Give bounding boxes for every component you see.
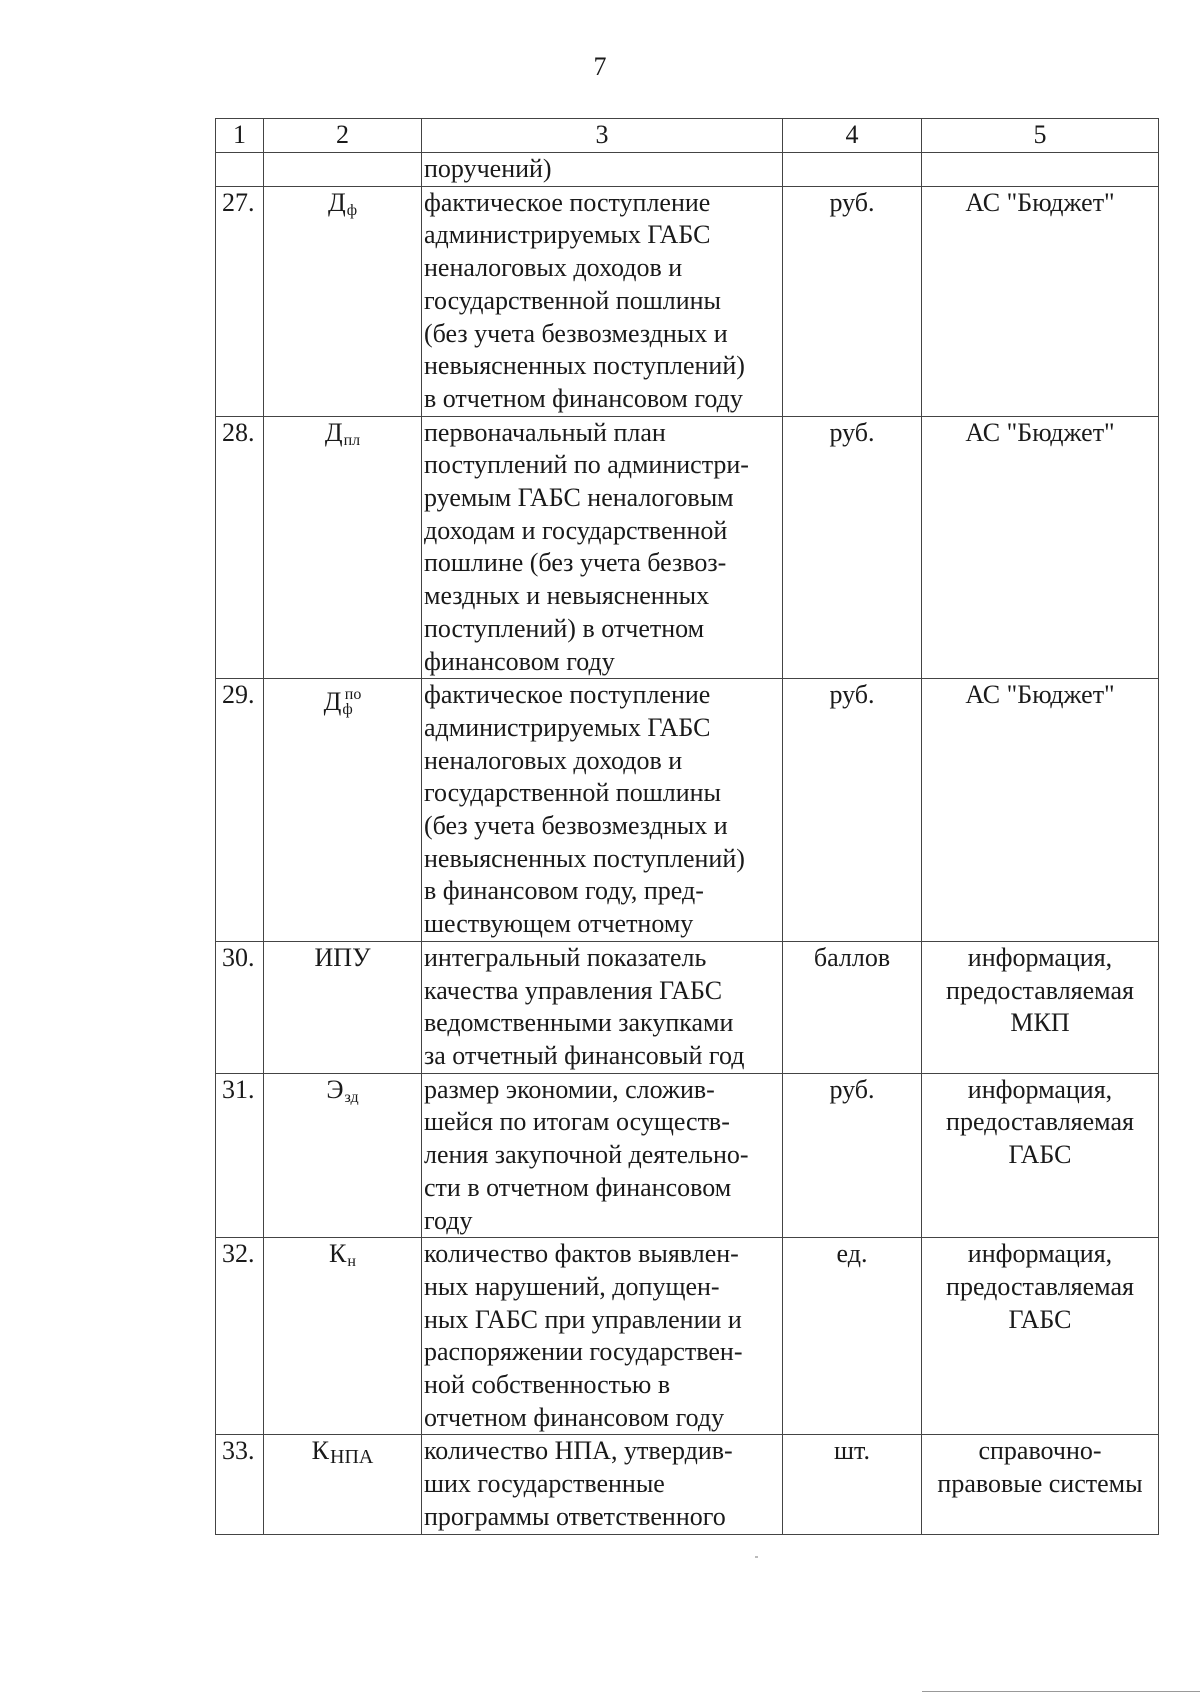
description-line: неналоговых доходов и: [424, 745, 683, 775]
description-line: сти в отчетном финансовом: [424, 1172, 732, 1202]
table-row: [216, 941, 1159, 1073]
source-cell: [922, 679, 1159, 942]
source-line: предоставляемая: [946, 1107, 1134, 1137]
description-line: мездных и невыясненных: [424, 581, 710, 611]
description-line: отчетном финансовом году: [424, 1402, 725, 1432]
table-row: [216, 679, 1159, 942]
row-number: 27.: [216, 186, 264, 416]
description-line: ших государственные: [424, 1469, 665, 1499]
unit-cell: руб.: [783, 679, 922, 942]
scan-edge-line: [922, 1691, 1200, 1692]
description-cell: [422, 679, 783, 942]
description-line: поручений): [424, 154, 552, 183]
source-line: предоставляемая: [946, 1271, 1134, 1301]
symbol-subscript: зд: [344, 1088, 359, 1106]
description-line: финансовом году: [424, 646, 615, 676]
description-line: (без учета безвозмездных и: [424, 811, 728, 841]
description-line: первоначальный план: [424, 417, 666, 447]
row-number: 31.: [216, 1073, 264, 1238]
symbol-cell: [264, 1238, 422, 1435]
description-line: распоряжении государствен-: [424, 1337, 743, 1367]
description-line: в отчетном финансовом году: [424, 383, 743, 413]
source-line: АС "Бюджет": [965, 680, 1115, 710]
table-header-row: [216, 119, 1159, 153]
symbol-base: К: [311, 1436, 329, 1466]
symbol-cell: [264, 1435, 422, 1534]
source-line: информация,: [967, 1239, 1113, 1269]
description-line: государственной пошлины: [424, 285, 722, 315]
column-header: 1: [216, 119, 264, 153]
source-line: ГАБС: [1008, 1140, 1072, 1170]
scan-speck: [755, 1556, 758, 1558]
column-header: 2: [264, 119, 422, 153]
description-line: качества управления ГАБС: [424, 975, 723, 1005]
column-header: 4: [783, 119, 922, 153]
source-line: МКП: [1010, 1008, 1070, 1038]
description-line: поступлений по администри-: [424, 450, 749, 480]
source-cell: [922, 186, 1159, 416]
symbol-base: ИПУ: [314, 942, 371, 972]
description-line: ления закупочной деятельно-: [424, 1140, 749, 1170]
description-line: поступлений) в отчетном: [424, 613, 705, 643]
symbol-subscript: пл: [343, 431, 361, 449]
symbol-subscript: НПА: [330, 1446, 374, 1469]
table-row: [216, 1435, 1159, 1534]
row-number: 33.: [216, 1435, 264, 1534]
source-line: информация,: [967, 1074, 1113, 1104]
description-line: (без учета безвозмездных и: [424, 318, 728, 348]
source-line: АС "Бюджет": [965, 417, 1115, 447]
unit-cell: шт.: [783, 1435, 922, 1534]
description-cell: [422, 186, 783, 416]
description-cell: [422, 941, 783, 1073]
description-cell: [422, 416, 783, 679]
symbol-cell: [264, 941, 422, 1073]
description-line: администрируемых ГАБС: [424, 712, 711, 742]
table-cell: [216, 153, 264, 187]
description-line: размер экономии, сложив-: [424, 1074, 715, 1104]
description-line: ных нарушений, допущен-: [424, 1271, 720, 1301]
continuation-row: [216, 153, 1159, 187]
symbol-subscript: ф: [342, 701, 353, 719]
column-header: 5: [922, 119, 1159, 153]
symbol-base: Д: [324, 417, 343, 447]
source-cell: [922, 416, 1159, 679]
row-number: 30.: [216, 941, 264, 1073]
source-line: ГАБС: [1008, 1304, 1072, 1334]
symbol-cell: [264, 416, 422, 679]
description-line: невыясненных поступлений): [424, 351, 745, 381]
table-cell: [783, 153, 922, 187]
symbol-base: К: [329, 1239, 347, 1269]
source-line: правовые системы: [937, 1469, 1143, 1499]
symbol-superscript: по: [344, 686, 362, 704]
description-line: количество НПА, утвердив-: [424, 1436, 733, 1466]
description-line: интегральный показатель: [424, 942, 707, 972]
description-line: фактическое поступление: [424, 187, 711, 217]
description-line: в финансовом году, пред-: [424, 876, 704, 906]
symbol-cell: [264, 1073, 422, 1238]
description-line: шейся по итогам осуществ-: [424, 1107, 730, 1137]
table-cell: [922, 153, 1159, 187]
source-line: предоставляемая: [946, 975, 1134, 1005]
page-number: 7: [593, 52, 607, 81]
table-row: [216, 186, 1159, 416]
source-line: справочно-: [978, 1436, 1102, 1466]
table-row: [216, 1238, 1159, 1435]
description-line: году: [424, 1205, 473, 1235]
table-cell: [264, 153, 422, 187]
description-line: шествующем отчетному: [424, 909, 694, 939]
description-line: ведомственными закупками: [424, 1008, 734, 1038]
unit-cell: руб.: [783, 186, 922, 416]
unit-cell: баллов: [783, 941, 922, 1073]
description-cell: [422, 1435, 783, 1534]
symbol-base: Д: [323, 687, 342, 717]
description-line: ной собственностью в: [424, 1370, 671, 1400]
description-line: за отчетный финансовый год: [424, 1040, 745, 1070]
description-line: доходам и государственной: [424, 515, 728, 545]
symbol-base: Д: [327, 187, 346, 217]
symbol-subscript: ф: [346, 201, 358, 219]
column-header: 3: [422, 119, 783, 153]
source-cell: [922, 941, 1159, 1073]
table-row: [216, 416, 1159, 679]
description-cell: [422, 153, 783, 187]
symbol-base: Э: [326, 1074, 344, 1104]
description-line: руемым ГАБС неналоговым: [424, 483, 734, 513]
indicator-table: [215, 118, 1159, 1535]
description-line: администрируемых ГАБС: [424, 220, 711, 250]
row-number: 32.: [216, 1238, 264, 1435]
table-row: [216, 1073, 1159, 1238]
description-line: пошлине (без учета безвоз-: [424, 548, 727, 578]
description-line: ных ГАБС при управлении и: [424, 1304, 742, 1334]
source-cell: [922, 1435, 1159, 1534]
description-cell: [422, 1238, 783, 1435]
description-line: программы ответственного: [424, 1501, 726, 1531]
description-line: фактическое поступление: [424, 680, 711, 710]
description-line: государственной пошлины: [424, 778, 722, 808]
symbol-cell: [264, 679, 422, 942]
unit-cell: ед.: [783, 1238, 922, 1435]
description-line: неналоговых доходов и: [424, 253, 683, 283]
description-cell: [422, 1073, 783, 1238]
description-line: невыясненных поступлений): [424, 843, 745, 873]
source-line: информация,: [967, 942, 1113, 972]
row-number: 28.: [216, 416, 264, 679]
source-line: АС "Бюджет": [965, 187, 1115, 217]
symbol-cell: [264, 186, 422, 416]
symbol-subscript: н: [347, 1253, 356, 1271]
source-cell: [922, 1238, 1159, 1435]
description-line: количество фактов выявлен-: [424, 1239, 739, 1269]
unit-cell: руб.: [783, 416, 922, 679]
row-number: 29.: [216, 679, 264, 942]
unit-cell: руб.: [783, 1073, 922, 1238]
source-cell: [922, 1073, 1159, 1238]
